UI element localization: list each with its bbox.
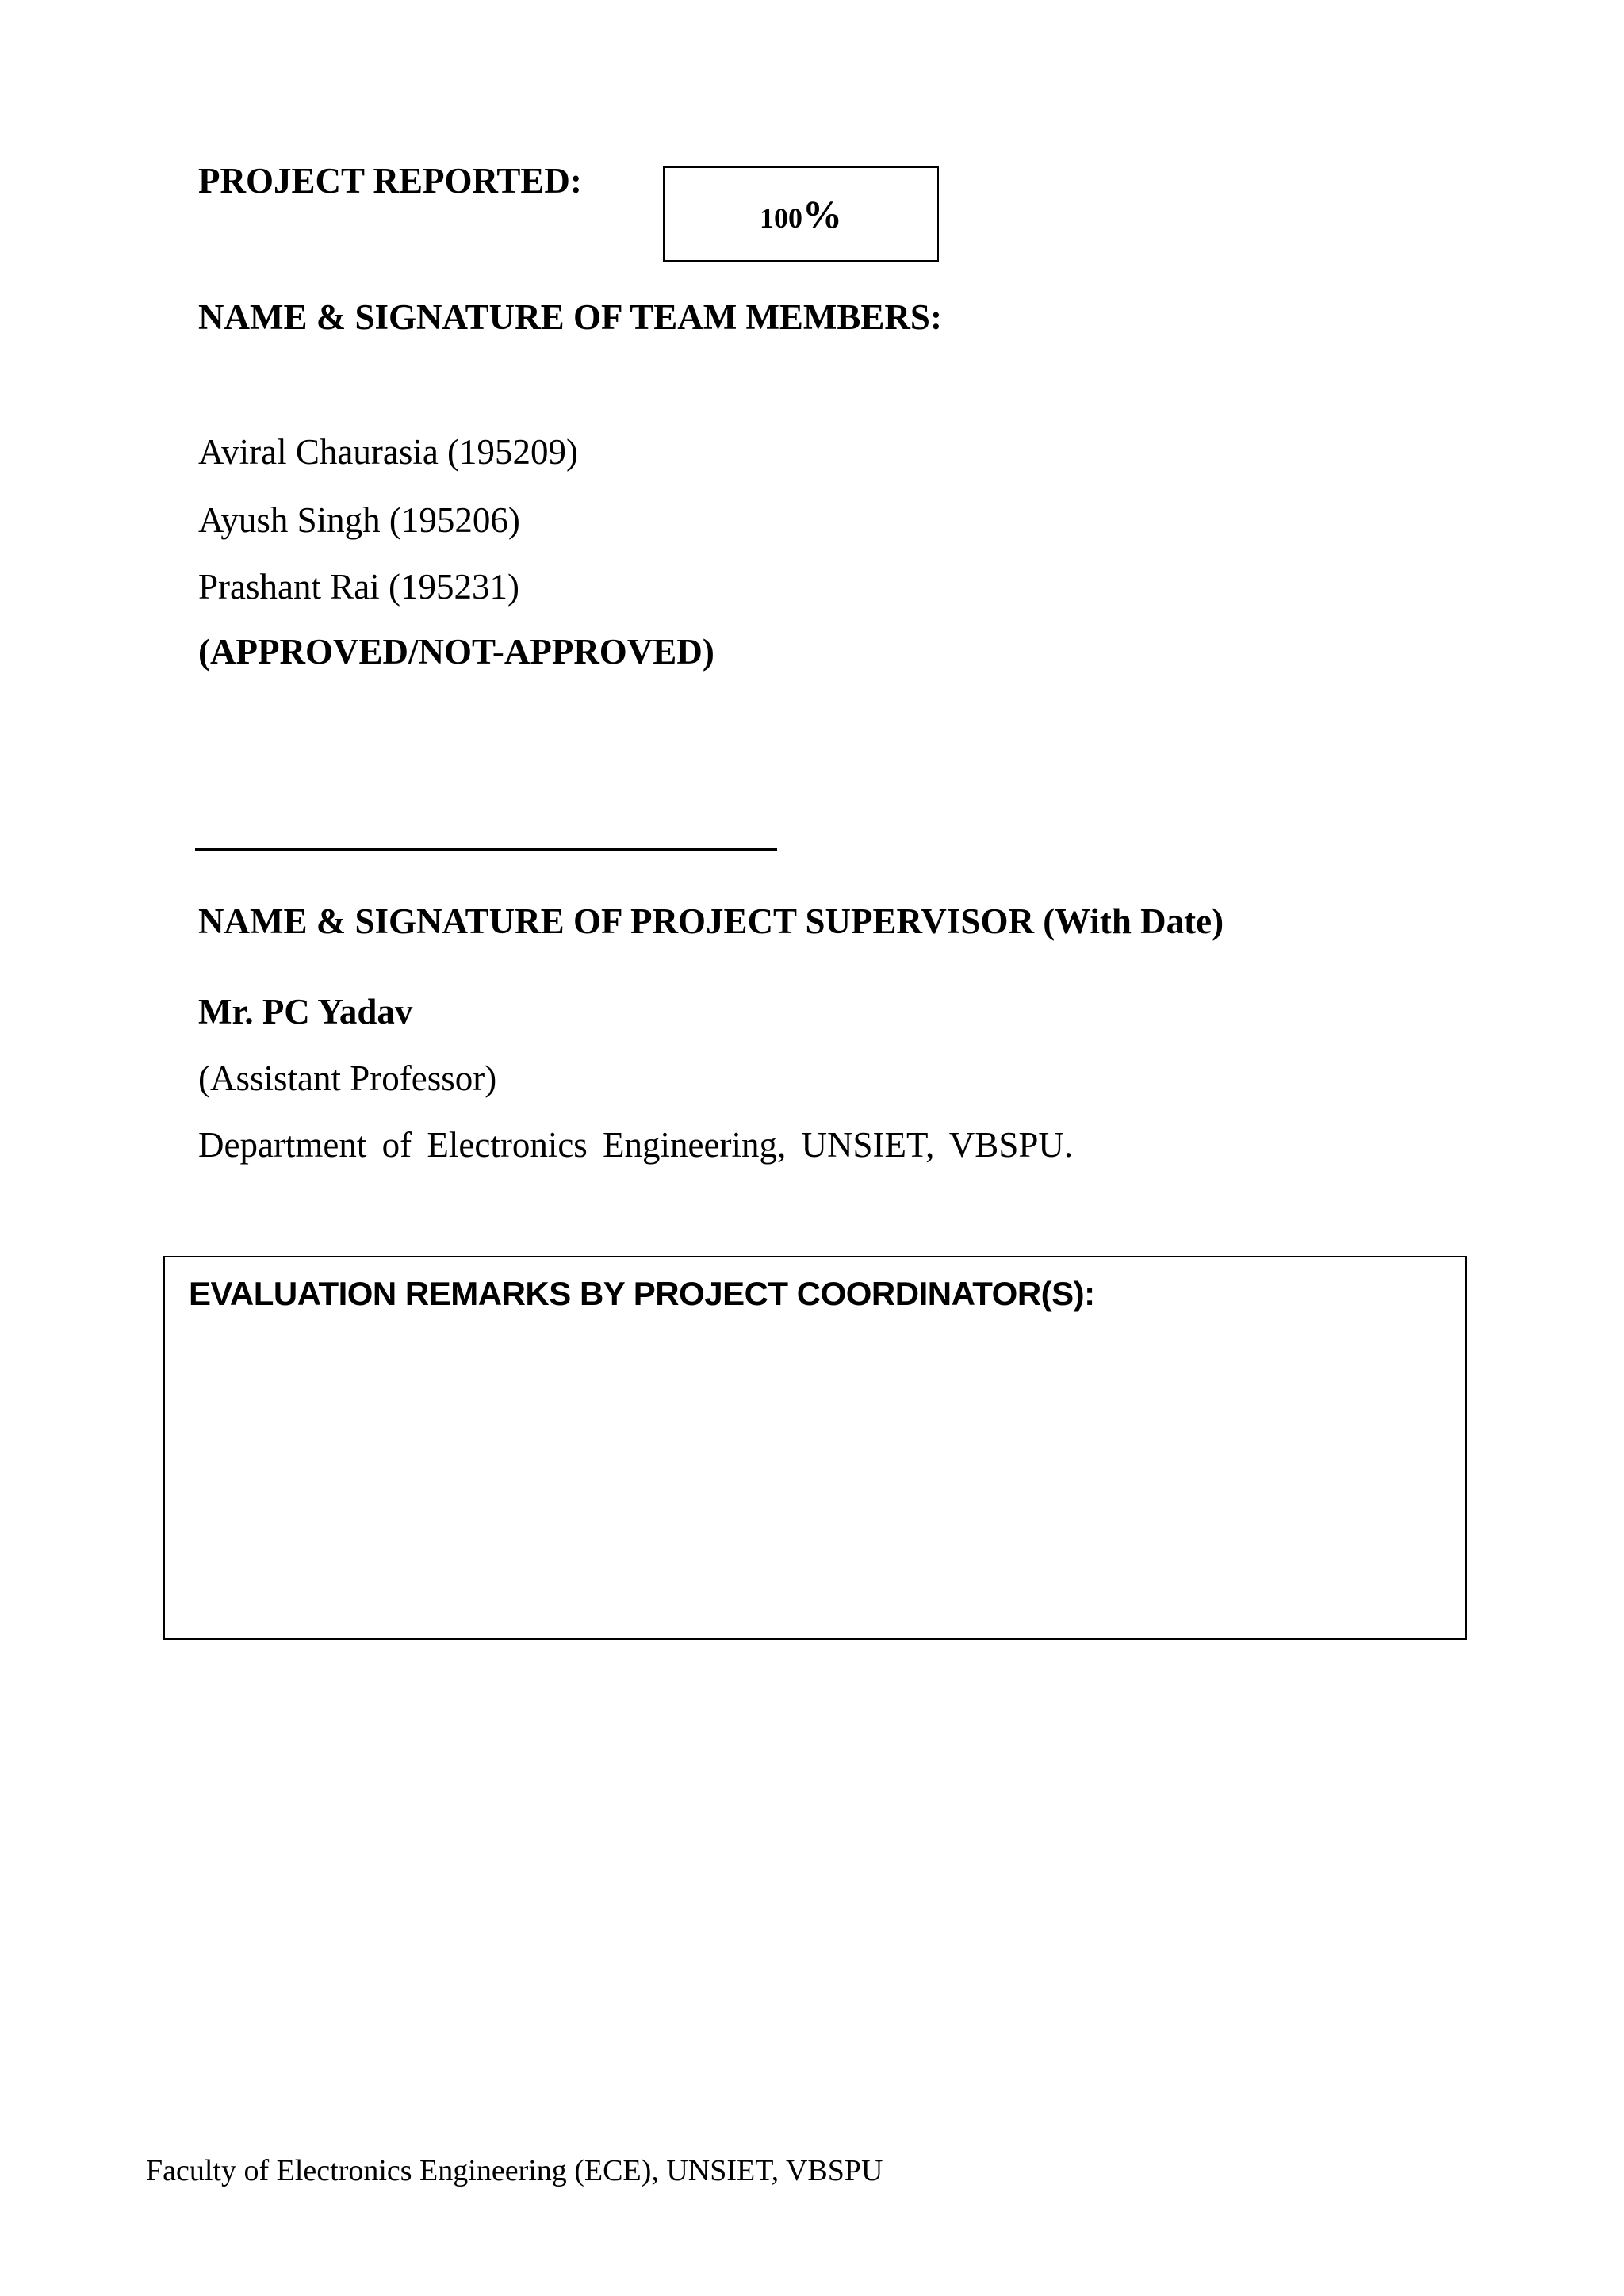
supervisor-name: Mr. PC Yadav xyxy=(198,992,413,1031)
percent-symbol: % xyxy=(802,192,842,236)
page-footer: Faculty of Electronics Engineering (ECE), UNSIET, VBSPU xyxy=(146,2154,883,2187)
team-member-1: Aviral Chaurasia (195209) xyxy=(198,432,579,472)
team-member-3: Prashant Rai (195231) xyxy=(198,567,519,607)
supervisor-department: Department of Electronics Engineering, UNSIET, VBSPU. xyxy=(198,1125,1074,1165)
evaluation-remarks-box xyxy=(163,1256,1467,1640)
approval-status: (APPROVED/NOT-APPROVED) xyxy=(198,632,714,672)
team-members-heading: NAME & SIGNATURE OF TEAM MEMBERS: xyxy=(198,297,942,337)
percent-number: 100 xyxy=(760,202,802,234)
supervisor-heading: NAME & SIGNATURE OF PROJECT SUPERVISOR (With Date) xyxy=(198,901,1224,941)
project-reported-value xyxy=(760,191,842,237)
evaluation-remarks-heading: EVALUATION REMARKS BY PROJECT COORDINATOR(S): xyxy=(189,1275,1095,1312)
team-member-2: Ayush Singh (195206) xyxy=(198,500,520,540)
project-reported-value-box xyxy=(663,166,939,262)
supervisor-signature-line xyxy=(195,848,777,851)
project-reported-label: PROJECT REPORTED: xyxy=(198,161,582,201)
supervisor-title: (Assistant Professor) xyxy=(198,1058,497,1098)
